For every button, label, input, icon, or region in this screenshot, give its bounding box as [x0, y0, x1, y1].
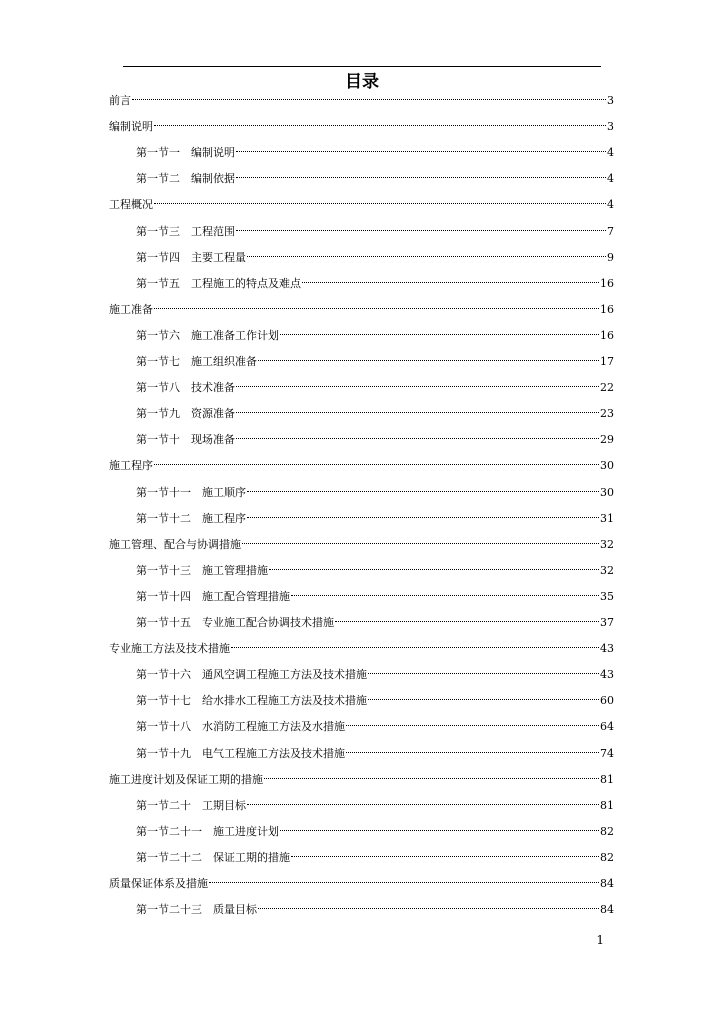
toc-entry-title: 电气工程施工方法及技术措施 [202, 746, 345, 760]
toc-entry-number: 第一节一 [136, 146, 180, 160]
toc-entry-title: 专业施工方法及技术措施 [109, 642, 230, 656]
toc-section-entry[interactable] [136, 430, 614, 450]
toc-chapter-entry[interactable] [109, 535, 614, 555]
toc-entry-page: 7 [607, 224, 614, 238]
toc-dot-leader [302, 282, 599, 283]
toc-entry-title: 施工组织准备 [191, 355, 257, 368]
toc-entry-title: 现场准备 [191, 433, 235, 447]
toc-entry-page: 16 [600, 302, 614, 316]
toc-entry-title: 工程施工的特点及难点 [191, 276, 301, 290]
toc-dot-leader [236, 151, 606, 152]
toc-dot-leader [291, 856, 599, 857]
toc-dot-leader [280, 830, 599, 831]
toc-entry-title: 质量保证体系及措施 [109, 877, 208, 890]
toc-entry-number: 第一节四 [136, 250, 180, 264]
toc-dot-leader [236, 177, 606, 178]
toc-chapter-entry[interactable] [109, 195, 614, 215]
toc-entry-number: 第一节二十一 [136, 824, 202, 838]
toc-entry-page: 3 [607, 94, 614, 107]
toc-entry-title: 施工准备工作计划 [191, 328, 279, 342]
header-rule [123, 66, 601, 67]
toc-dot-leader [247, 804, 599, 805]
toc-entry-title: 施工顺序 [202, 485, 246, 499]
toc-entry-page: 81 [600, 772, 614, 786]
toc-entry-page: 64 [600, 720, 614, 734]
toc-entry-number: 第一节十二 [136, 511, 191, 525]
toc-section-entry[interactable] [136, 222, 614, 242]
toc-chapter-entry[interactable] [109, 639, 614, 659]
toc-entry-number: 第一节十 [136, 433, 180, 447]
toc-dot-leader [335, 621, 599, 622]
toc-entry-number: 第一节九 [136, 407, 180, 421]
toc-section-entry[interactable] [136, 352, 614, 372]
toc-section-entry[interactable] [136, 796, 614, 816]
toc-dot-leader [236, 386, 599, 387]
toc-entry-page: 4 [607, 198, 614, 212]
toc-entry-page: 22 [600, 381, 614, 395]
toc-entry-page: 4 [607, 146, 614, 160]
toc-dot-leader [154, 464, 599, 465]
toc-entry-page: 29 [600, 433, 614, 447]
toc-section-entry[interactable] [136, 587, 614, 607]
toc-dot-leader [258, 360, 599, 361]
toc-chapter-entry[interactable] [109, 117, 614, 137]
toc-entry-title: 工程概况 [109, 198, 153, 212]
toc-section-entry[interactable] [136, 248, 614, 268]
toc-dot-leader [247, 491, 599, 492]
toc-entry-page: 16 [600, 276, 614, 290]
toc-entry-number: 第一节十三 [136, 563, 191, 577]
toc-entry-number: 第一节三 [136, 224, 180, 238]
toc-entry-page: 81 [600, 798, 614, 812]
toc-entry-page: 17 [600, 355, 614, 368]
toc-entry-title: 编制依据 [191, 172, 235, 186]
toc-dot-leader [209, 882, 599, 883]
toc-dot-leader [368, 673, 599, 674]
toc-entry-title: 施工准备 [109, 302, 153, 316]
toc-dot-leader [154, 308, 599, 309]
toc-section-entry[interactable] [136, 822, 614, 842]
toc-entry-page: 30 [600, 485, 614, 499]
toc-entry-page: 84 [600, 903, 614, 917]
toc-entry-title: 质量目标 [213, 903, 257, 917]
toc-entry-title: 工期目标 [202, 798, 246, 812]
toc-entry-number: 第一节十六 [136, 668, 191, 682]
toc-chapter-entry[interactable] [109, 456, 614, 476]
toc-section-entry[interactable] [136, 483, 614, 503]
toc-dot-leader [346, 752, 599, 753]
toc-entry-number: 第一节五 [136, 276, 180, 290]
toc-entry-page: 31 [600, 511, 614, 525]
toc-section-entry[interactable] [136, 143, 614, 163]
toc-entry-page: 32 [600, 537, 614, 551]
toc-entry-number: 第一节六 [136, 328, 180, 342]
toc-dot-leader [247, 517, 599, 518]
toc-section-entry[interactable] [136, 848, 614, 868]
toc-dot-leader [236, 438, 599, 439]
toc-entry-page: 30 [600, 459, 614, 473]
toc-section-entry[interactable] [136, 717, 614, 737]
toc-section-entry[interactable] [136, 274, 614, 294]
toc-section-entry[interactable] [136, 169, 614, 189]
toc-entry-page: 37 [600, 616, 614, 629]
toc-entry-title: 施工管理措施 [202, 563, 268, 577]
toc-entry-title: 通风空调工程施工方法及技术措施 [202, 668, 367, 682]
toc-section-entry[interactable] [136, 404, 614, 424]
toc-section-entry[interactable] [136, 561, 614, 581]
toc-entry-title: 施工进度计划及保证工期的措施 [109, 772, 263, 786]
toc-entry-title: 专业施工配合协调技术措施 [202, 616, 334, 629]
toc-section-entry[interactable] [136, 691, 614, 711]
toc-section-entry[interactable] [136, 378, 614, 398]
toc-entry-page: 3 [607, 120, 614, 134]
toc-section-entry[interactable] [136, 900, 614, 920]
toc-section-entry[interactable] [136, 665, 614, 685]
toc-dot-leader [236, 412, 599, 413]
toc-entry-title: 施工配合管理措施 [202, 589, 290, 603]
toc-entry-number: 第一节八 [136, 381, 180, 395]
toc-dot-leader [154, 125, 606, 126]
toc-entry-title: 水消防工程施工方法及水措施 [202, 720, 345, 734]
toc-dot-leader [132, 99, 606, 100]
toc-entry-title: 施工程序 [109, 459, 153, 473]
toc-chapter-entry[interactable] [109, 300, 614, 320]
toc-chapter-entry[interactable] [109, 91, 614, 111]
toc-dot-leader [236, 230, 606, 231]
toc-section-entry[interactable] [136, 613, 614, 633]
toc-entry-page: 43 [600, 668, 614, 682]
toc-section-entry[interactable] [136, 326, 614, 346]
toc-entry-number: 第一节十八 [136, 720, 191, 734]
toc-dot-leader [242, 543, 599, 544]
toc-section-entry[interactable] [136, 509, 614, 529]
toc-dot-leader [346, 725, 599, 726]
toc-dot-leader [368, 699, 599, 700]
toc-entry-title: 资源准备 [191, 407, 235, 421]
toc-chapter-entry[interactable] [109, 874, 614, 894]
toc-entry-page: 9 [607, 250, 614, 264]
toc-entry-title: 施工进度计划 [213, 824, 279, 838]
toc-section-entry[interactable] [136, 744, 614, 764]
toc-entry-number: 第一节十一 [136, 485, 191, 499]
toc-entry-title: 前言 [109, 94, 131, 107]
toc-dot-leader [258, 908, 599, 909]
toc-entry-title: 编制说明 [109, 120, 153, 134]
toc-chapter-entry[interactable] [109, 770, 614, 790]
toc-entry-title: 编制说明 [191, 146, 235, 160]
toc-entry-number: 第一节十五 [136, 616, 191, 629]
toc-entry-title: 施工管理、配合与协调措施 [109, 537, 241, 551]
toc-dot-leader [154, 203, 606, 204]
toc-entry-page: 82 [600, 824, 614, 838]
toc-entry-page: 60 [600, 694, 614, 708]
toc-entry-title: 工程范围 [191, 224, 235, 238]
toc-entry-page: 74 [600, 746, 614, 760]
toc-entry-title: 给水排水工程施工方法及技术措施 [202, 694, 367, 708]
toc-entry-page: 23 [600, 407, 614, 421]
toc-dot-leader [264, 778, 599, 779]
toc-entry-number: 第一节七 [136, 355, 180, 368]
toc-entry-page: 82 [600, 850, 614, 864]
toc-entry-title: 主要工程量 [191, 250, 246, 264]
toc-entry-title: 技术准备 [191, 381, 235, 395]
toc-dot-leader [269, 569, 599, 570]
toc-dot-leader [247, 256, 606, 257]
toc-entry-number: 第一节二十二 [136, 850, 202, 864]
toc-entry-number: 第一节二十 [136, 798, 191, 812]
page-number: 1 [596, 933, 604, 947]
toc-entry-number: 第一节十四 [136, 589, 191, 603]
toc-entry-page: 16 [600, 328, 614, 342]
toc-entry-number: 第一节二 [136, 172, 180, 186]
toc-entry-title: 施工程序 [202, 511, 246, 525]
toc-entry-page: 32 [600, 563, 614, 577]
toc-entry-page: 43 [600, 642, 614, 656]
toc-entry-number: 第一节十九 [136, 746, 191, 760]
page-title: 目录 [345, 72, 379, 92]
toc-entry-page: 84 [600, 877, 614, 890]
toc-entry-page: 35 [600, 589, 614, 603]
toc-dot-leader [291, 595, 599, 596]
toc-entry-number: 第一节二十三 [136, 903, 202, 917]
toc-dot-leader [231, 647, 599, 648]
toc-dot-leader [280, 334, 599, 335]
toc-entry-title: 保证工期的措施 [213, 850, 290, 864]
toc-entry-page: 4 [607, 172, 614, 186]
toc-entry-number: 第一节十七 [136, 694, 191, 708]
